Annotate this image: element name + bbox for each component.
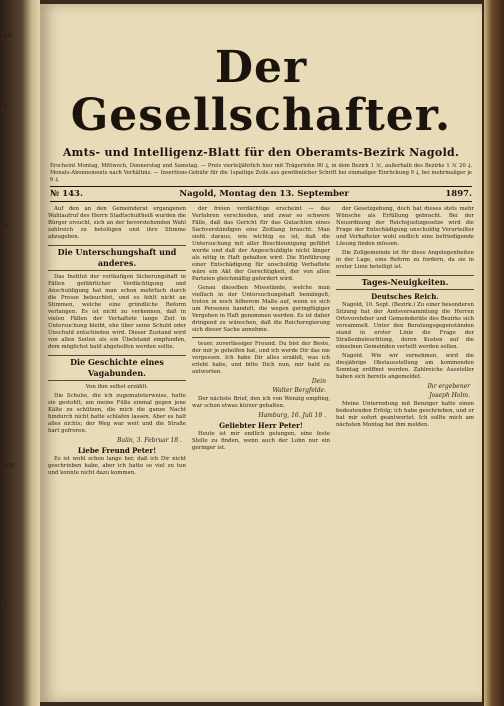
story-body: Die Schuhe, die ich zugemuteterweise, hatte sie gestohlt, um meine Füße einmal gegen jene Kälte zu schützen, die mich die ganze Nacht hindurch nicht hatte schlafen lassen. Aber es half alles nichts; der Weg war weit und die Straße hart gefroren. (48, 393, 186, 434)
letter-place: Balin, 3. Februar 18 . (117, 437, 182, 444)
news-item: Nagold. Wie wir vernehmen, wird die diesjährige Obstausstellung am kommenden Sonntag eröffnet werden. Zahlreiche Aussteller haben sich bereits angemeldet. (336, 353, 474, 380)
letter-closing: Ihr ergebener (427, 383, 470, 390)
spine-line: e. (3, 600, 10, 609)
spine-line: ar. (3, 30, 14, 39)
column-3 (336, 206, 474, 702)
letter-salutation: Liebe Freund Peter! (77, 446, 157, 455)
letter-salutation: Geliebter Herr Peter! (219, 421, 303, 430)
book-binding (484, 0, 504, 706)
article-body: Genau dieselben Missstände, welche man vielfach in der Untersuchungshaft bemängelt, treten in noch höherem Maße auf, wenn es sich um Personen handelt, die wegen geringfügiger Vergehen in Haft genommen werden. Es ist daher dringend zu wünschen, daß die Reichsregierung sich dieser Sache annehme. (192, 285, 330, 333)
letter-place: Hamburg, 16. Juli 18 . (258, 412, 326, 419)
column-1 (48, 206, 186, 702)
subscription-info: Erscheint Montag, Mittwoch, Donnerstag und Samstag. — Preis vierteljährlich hier mit Trägerlohn 90 ₰, in dem Bezirk 1 ℳ, außerhalb des Bezirks 1 ℳ 20 ₰. Monats-Abonnements nach Verhältnis. — Insertions-Gebühr für die 1spaltige Zeile aus gewöhnlicher Schrift bei einmaliger Einrückung 9 ₰, bei mehrmaliger je 6 ₰. (50, 163, 472, 183)
news-subsection: Deutsches Reich. (371, 292, 439, 301)
letter-closing: Dein (311, 378, 326, 385)
news-item: Nagold, 10. Sept. (Bezirk.) Zu einer besonderen Sitzung hat der Amtsversammlung die Herren Ortsvorsteher und Gemeinderäte des Bezirks sich versammelt. Unter den Beratungsgegenständen stand in erster Linie die Frage der Straßenbeleuchtung, deren Kosten auf die einzelnen Gemeinden verteilt werden sollen. (336, 302, 474, 350)
letter-signature: Walter Bergfelde. (272, 387, 326, 394)
masthead-title: Der Gesellschafter. (70, 42, 452, 141)
column-2 (192, 206, 330, 702)
issue-bar (50, 186, 472, 202)
article-body: Das Institut der vorläufigen Sicherungshaft in Fällen gefährlicher Verdächtigung und Anschuldigung hat man schon mehrfach durch die Presse beleuchtet, und es fehlt nicht an Stimmen, welche eine gründliche Reform verlangen. Es ist nicht zu verkennen, daß in vielen Fällen der Verhaftete lange Zeit in Untersuchung bleibt, ehe über seine Schuld oder Unschuld entschieden wird. Dieser Zustand wird von allen Seiten als ein Übelstand empfunden, dem möglichst bald abgeholfen werden sollte. (48, 274, 186, 350)
letter-signature: Joseph Holm. (429, 392, 470, 399)
spine-line: h. (3, 220, 11, 229)
story-body: Heute ist mir endlich gelungen, eine feste Stelle zu finden, wenn auch der Lohn nur ein geringer ist. (192, 431, 330, 451)
previous-page-edge (3, 0, 33, 610)
spine-line: ter. (3, 460, 17, 469)
newspaper-page (40, 4, 482, 702)
story-body: teuer, zuverlässiger Freund. Du bist der Beste, der mir je geholfen hat, und ich werde Dir das nie vergessen. Ich habe Dir alles erzählt, was ich erlebt habe, und bitte Dich nun, mir bald zu antworten. (192, 341, 330, 375)
story-body: Es ist wohl schon lange her, daß ich Dir nicht geschrieben habe, aber ich hatte so viel zu tun und konnte nicht dazu kommen. (48, 456, 186, 476)
masthead-subtitle: Amts- und Intelligenz-Blatt für den Oberamts-Bezirk Nagold. (62, 146, 460, 159)
issue-year: 1897. (445, 189, 472, 199)
issue-date: Nagold, Montag den 13. September (179, 189, 349, 199)
spine-line: a (3, 100, 8, 109)
article-columns (48, 206, 474, 702)
announcement: Auf den an den Gemeinderat ergangenen Wahlaufruf des Herrn Stadtschultheiß wurden die Bürger ersucht, sich an der bevorstehenden Wahl zahlreich zu beteiligen und ihre Stimme abzugeben. (48, 206, 186, 240)
book-spine (0, 0, 40, 706)
story-subtitle: Von ihm selbst erzählt. (85, 384, 149, 390)
issue-number: № 143. (50, 189, 83, 199)
article-body: Die Zollgemeinde ist für diese Angelegenheiten in der Lage, eine Reform zu fordern, da sie in erster Linie beteiligt ist. (336, 250, 474, 270)
section-title: Die Unterschungshaft und anderes. (48, 245, 186, 271)
article-body: der Gesetzgebung, doch hat dieses stets mehr Wünsche als Erfüllung gebracht. Bei der Neuordnung der Reichsjustizgesetze wird die Frage der Entschädigung unschuldig Verurteilter und Verhafteter wohl endlich eine befriedigende Lösung finden müssen. (336, 206, 474, 247)
story-body: Der nächste Brief, den ich von Wenzig empfing, war schon etwas kürzer gehalten. (192, 396, 330, 409)
story-body: Meine Unterredung mit Benziger hatte einen bedeutenden Erfolg; ich habe geschrieben, und er hat mir sofort geantwortet. Ich sollte mich am nächsten Montag bei ihm melden. (336, 401, 474, 428)
divider (192, 337, 330, 338)
news-section-title: Tages-Neuigkeiten. (336, 275, 474, 290)
article-body: der freien verdächtige erscheint — das Verfahren verschieden, und zwar so schwere Fälle, daß das Gericht für das Gutachten eines Sachverständigen eine Zeitlang braucht. Man sieht daraus, wie wichtig es ist, daß die Untersuchung mit aller Beschleunigung geführt werde und daß der Angeschuldigte nicht länger als nötig in Haft gehalten wird. Die Einführung einer Entschädigung für unschuldig Verhaftete wäre ein Akt der Gerechtigkeit, der von allen Parteien gleichmäßig gefordert wird. (192, 206, 330, 282)
story-title: Die Geschichte eines Vagabunden. (48, 355, 186, 381)
